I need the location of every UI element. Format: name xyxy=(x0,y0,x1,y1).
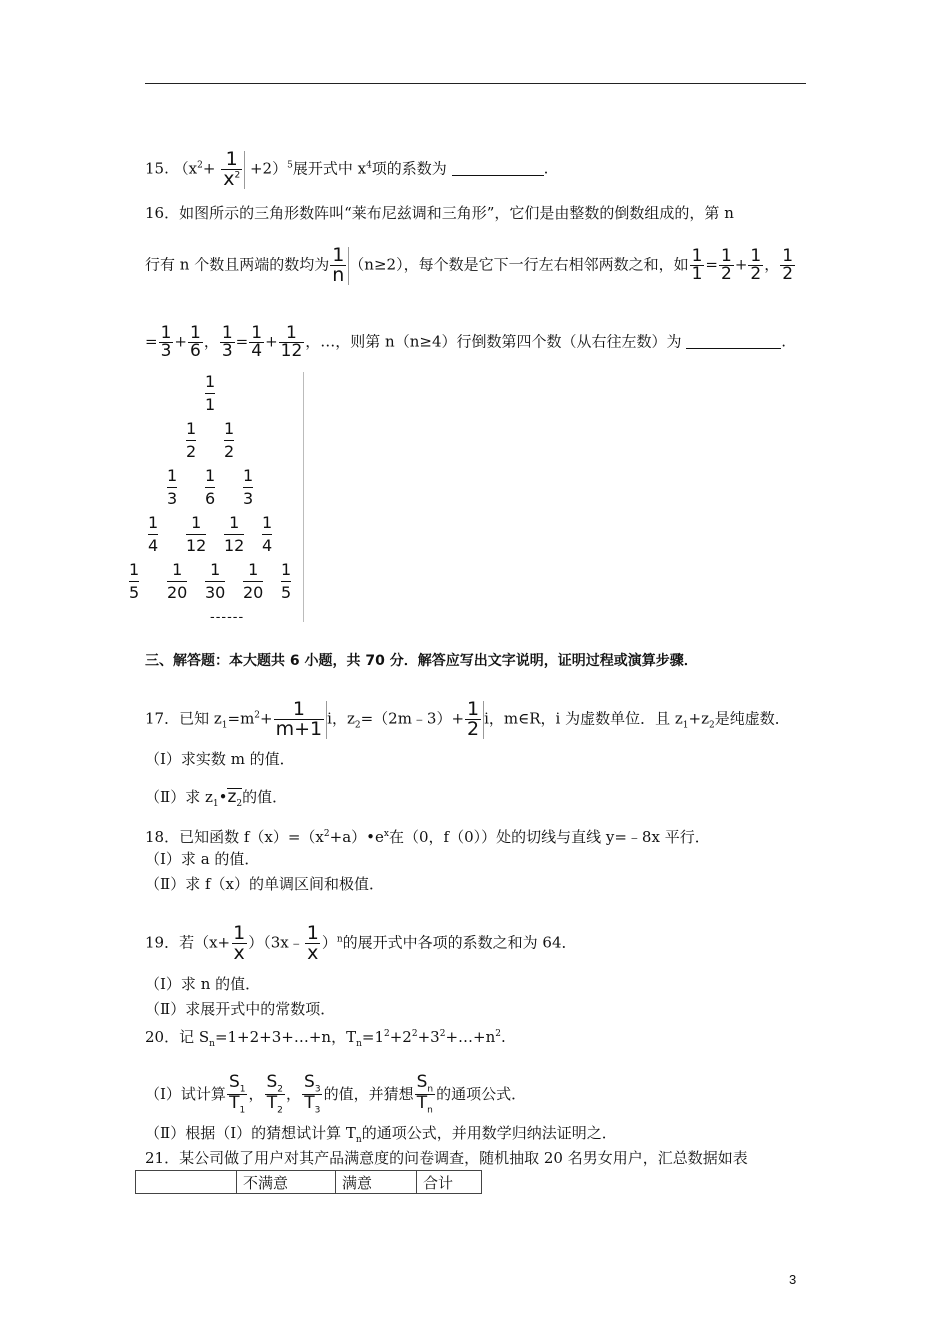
q17-part-1: （Ⅰ）求实数 m 的值． xyxy=(145,750,295,768)
q20-text: =1 xyxy=(361,1028,384,1046)
equals-sign: = xyxy=(145,332,158,351)
triangle-frac-num: 1 xyxy=(262,513,273,532)
subscript: 3 xyxy=(314,1105,321,1116)
q16-text: 16．如图所示的三角形数阵叫“莱布尼兹调和三角形”，它们是由整数的倒数组成的，第 n xyxy=(145,204,734,222)
subscript: n xyxy=(355,1135,362,1145)
q15-text: （x xyxy=(173,159,198,178)
table-header-cell: 满意 xyxy=(336,1171,417,1194)
comma: ， xyxy=(286,1084,302,1103)
triangle-frac-num: 1 xyxy=(186,419,197,438)
triangle-frac-den: 20 xyxy=(167,583,188,602)
conjugate-z: z xyxy=(227,787,237,807)
q18-text: +a）•e xyxy=(329,828,384,846)
subscript: 2 xyxy=(236,799,243,809)
q18-text: 18．已知函数 f（x）=（x xyxy=(145,828,324,846)
subscript: 2 xyxy=(277,1105,283,1116)
answer-blank xyxy=(452,161,544,176)
equals-sign: = xyxy=(705,255,718,274)
frac-den: 4 xyxy=(251,341,263,361)
triangle-frac-den: 30 xyxy=(205,583,226,602)
frac-den: 2 xyxy=(467,718,480,740)
triangle-frac-den: 20 xyxy=(243,583,264,602)
triangle-frac-num: 1 xyxy=(229,513,240,532)
subscript: 3 xyxy=(314,1084,321,1095)
table-header-cell: 不满意 xyxy=(237,1171,336,1194)
frac-den: 2 xyxy=(720,264,732,284)
plus-sign: + xyxy=(260,709,273,728)
q19-text: 19．若（x+ xyxy=(145,933,231,952)
frac-num xyxy=(227,1074,248,1094)
q20-text: +…+n xyxy=(445,1028,496,1046)
superscript: 2 xyxy=(323,829,330,839)
frac-den xyxy=(302,1094,322,1115)
frac-num xyxy=(302,1074,323,1094)
q18-text: 在（0，f（0））处的切线与直线 y=﹣8x 平行． xyxy=(388,828,710,846)
frac-num: 1 xyxy=(160,323,172,343)
answer-blank xyxy=(686,334,781,349)
fraction xyxy=(279,325,305,360)
subscript: 1 xyxy=(239,1084,246,1095)
triangle-fraction xyxy=(243,468,253,507)
frac-den: 1 xyxy=(691,264,703,284)
subscript: 1 xyxy=(221,720,228,731)
frac-num: 1 xyxy=(286,323,297,343)
page-number: 3 xyxy=(789,1272,797,1287)
triangle-frac-den: 2 xyxy=(224,442,235,461)
q19-text: ）（3x﹣ xyxy=(248,933,304,952)
comma: ， xyxy=(248,1084,264,1103)
q20-text: 20．记 S xyxy=(145,1028,210,1046)
frac-den: 2 xyxy=(782,264,794,284)
superscript: 2 xyxy=(384,1029,390,1039)
triangle-fraction xyxy=(129,562,139,601)
table-header-cell: 合计 xyxy=(417,1171,482,1194)
triangle-frac-num: 1 xyxy=(148,513,159,532)
fraction xyxy=(719,248,734,283)
frac-num-letter: S xyxy=(228,1072,240,1092)
frac-den: x xyxy=(233,942,245,964)
triangle-frac-num: 1 xyxy=(243,466,254,485)
q20-text: （Ⅰ）试计算 xyxy=(145,1084,226,1103)
q19-text: 的展开式中各项的系数之和为 64． xyxy=(342,933,577,952)
subscript: n xyxy=(427,1084,434,1095)
q20-part-2 xyxy=(145,1123,617,1150)
q15-frac-den-base: x xyxy=(223,168,235,190)
triangle-frac-den: 5 xyxy=(129,583,140,602)
triangle-frac-num: 1 xyxy=(129,560,140,579)
q16-end: . xyxy=(781,332,787,351)
question-21: 21．某公司做了用户对其产品满意度的问卷调查，随机抽取 20 名男女用户，汇总数据如表 xyxy=(145,1149,748,1167)
q17-text: =m xyxy=(227,709,255,728)
frac-num: 1 xyxy=(750,246,762,266)
triangle-fraction xyxy=(205,468,215,507)
triangle-fraction xyxy=(281,562,291,601)
subscript: 1 xyxy=(239,1105,246,1116)
triangle-frac-num: 1 xyxy=(191,513,202,532)
q17-text: i，m∈R，i 为虚数单位．且 z xyxy=(484,709,683,728)
frac-num-letter: S xyxy=(416,1072,428,1092)
triangle-fraction xyxy=(186,515,206,554)
q17-text: =（2m﹣3）+ xyxy=(360,709,465,728)
fraction xyxy=(690,248,705,283)
fraction-1-n xyxy=(330,246,346,285)
triangle-frac-num: 1 xyxy=(205,466,216,485)
fraction-border xyxy=(244,151,245,189)
question-16-line3 xyxy=(145,325,786,360)
fraction-s1-t1 xyxy=(227,1074,248,1116)
fraction-1-2 xyxy=(465,700,481,739)
fraction-1-x xyxy=(231,924,247,963)
frac-num: 1 xyxy=(720,246,732,266)
q20-text: +3 xyxy=(417,1028,440,1046)
triangle-fraction xyxy=(224,421,234,460)
q20-text: +2 xyxy=(389,1028,412,1046)
q15-text3: 项的系数为 xyxy=(371,159,447,178)
triangle-fraction xyxy=(148,515,158,554)
frac-num: 1 xyxy=(306,922,319,944)
q15-exp: 2 xyxy=(197,160,203,171)
equals-sign: = xyxy=(235,332,249,351)
fraction xyxy=(159,325,174,360)
q17-text: i，z xyxy=(327,709,355,728)
triangle-frac-den: 12 xyxy=(186,536,207,555)
triangle-frac-den: 5 xyxy=(281,583,292,602)
triangle-frac-den: 4 xyxy=(262,536,273,555)
question-20 xyxy=(145,1024,506,1054)
frac-den: 12 xyxy=(280,341,303,361)
triangle-frac-num: 1 xyxy=(167,466,178,485)
question-17 xyxy=(145,700,790,739)
q17-text: 17．已知 z xyxy=(145,709,222,728)
fraction xyxy=(748,248,763,283)
question-16-line2 xyxy=(145,246,796,285)
frac-num: 1 xyxy=(251,323,263,343)
triangle-frac-num: 1 xyxy=(248,560,259,579)
triangle-fraction xyxy=(262,515,272,554)
table-row xyxy=(136,1171,482,1194)
q21-data-table xyxy=(135,1170,482,1194)
comma: ， xyxy=(203,332,219,351)
subscript: 2 xyxy=(709,720,715,731)
q15-text2: 展开式中 x xyxy=(292,159,367,178)
fraction-sn-tn xyxy=(415,1074,436,1116)
triangle-fraction xyxy=(167,562,187,601)
fraction xyxy=(249,325,264,360)
frac-num: 1 xyxy=(233,922,246,944)
q16-text: ，…，则第 n（n≥4）行倒数第四个数（从右往左数）为 xyxy=(305,332,682,351)
triangle-fraction xyxy=(186,421,196,460)
q15-plus: + xyxy=(202,159,216,178)
subscript: 2 xyxy=(277,1084,284,1095)
fraction-1-over-m-plus-1 xyxy=(274,700,325,739)
q20-text: 的通项公式． xyxy=(436,1084,527,1103)
q16-text: 行有 n 个数且两端的数均为 xyxy=(145,255,330,274)
frac-den: m+1 xyxy=(275,718,323,740)
frac-den: 3 xyxy=(160,341,172,361)
subscript: n xyxy=(356,1039,362,1049)
header-rule xyxy=(145,83,806,84)
frac-den xyxy=(265,1094,285,1115)
triangle-fraction xyxy=(205,562,225,601)
fraction xyxy=(220,325,235,360)
subscript: 1 xyxy=(682,720,689,731)
frac-num xyxy=(264,1074,285,1094)
q15-frac-num: 1 xyxy=(225,148,238,170)
question-18 xyxy=(145,824,710,847)
q15-frac-den xyxy=(221,169,242,189)
q18-part-2: （Ⅱ）求 f（x）的单调区间和极值． xyxy=(145,875,384,893)
triangle-frac-num: 1 xyxy=(210,560,221,579)
dot-operator: • xyxy=(218,788,228,806)
q17-text: 是纯虚数． xyxy=(714,709,790,728)
q15-tail: +2） xyxy=(249,159,288,178)
frac-num: 1 xyxy=(332,244,345,266)
superscript: 2 xyxy=(254,710,261,721)
comma: ， xyxy=(764,255,780,274)
q20-text: =1+2+3+…+n，T xyxy=(214,1028,357,1046)
triangle-fraction xyxy=(167,468,177,507)
q15-exp5: 5 xyxy=(287,160,293,171)
q20-text: 的值，并猜想 xyxy=(323,1084,414,1103)
frac-num: 1 xyxy=(691,246,703,266)
fraction-s3-t3 xyxy=(302,1074,323,1116)
frac-den xyxy=(415,1094,435,1115)
leibniz-triangle-figure xyxy=(129,372,304,622)
q19-part-2: （Ⅱ）求展开式中的常数项． xyxy=(145,1000,336,1018)
frac-den-letter: T xyxy=(229,1093,240,1114)
q15-end: . xyxy=(543,159,549,178)
superscript: x xyxy=(383,829,389,839)
frac-num: 1 xyxy=(782,246,794,266)
frac-num: 1 xyxy=(221,323,233,343)
q19-text: ） xyxy=(321,933,337,952)
triangle-frac-num: 1 xyxy=(205,372,216,391)
fraction-s2-t2 xyxy=(264,1074,285,1116)
frac-den: n xyxy=(332,264,345,286)
q20-text: . xyxy=(501,1028,506,1046)
plus-sign: + xyxy=(174,332,187,351)
frac-den-letter: T xyxy=(416,1093,428,1114)
triangle-fraction xyxy=(205,374,215,413)
superscript: 2 xyxy=(411,1029,418,1039)
triangle-frac-den: 3 xyxy=(243,489,254,508)
subscript: n xyxy=(209,1039,215,1049)
subscript: 1 xyxy=(212,799,219,809)
triangle-frac-den: 4 xyxy=(148,536,159,555)
fraction-1-x xyxy=(305,924,321,963)
superscript: n xyxy=(336,934,343,945)
triangle-ellipsis: ------ xyxy=(210,610,245,625)
frac-num-letter: S xyxy=(304,1072,315,1092)
q20-text: （Ⅱ）根据（Ⅰ）的猜想试计算 T xyxy=(145,1124,356,1142)
question-19 xyxy=(145,924,577,963)
q20-text: 的通项公式，并用数学归纳法证明之． xyxy=(361,1124,617,1142)
q17-text: +z xyxy=(688,709,709,728)
plus-sign: + xyxy=(734,255,748,274)
superscript: 2 xyxy=(439,1029,446,1039)
subscript: n xyxy=(427,1105,433,1116)
plus-sign: + xyxy=(265,332,278,351)
triangle-frac-num: 1 xyxy=(172,560,183,579)
triangle-frac-num: 1 xyxy=(224,419,235,438)
q15-fraction xyxy=(221,150,242,189)
frac-den: x xyxy=(307,942,319,964)
table-header-cell xyxy=(136,1171,237,1194)
q19-part-1: （Ⅰ）求 n 的值． xyxy=(145,975,261,993)
triangle-fraction xyxy=(224,515,244,554)
q17-text: 的值． xyxy=(242,788,288,806)
subscript: 2 xyxy=(354,720,361,731)
q15-frac-den-exp: 2 xyxy=(234,170,241,181)
frac-num xyxy=(415,1074,436,1094)
frac-num: 1 xyxy=(467,698,480,720)
q15-number: 15. xyxy=(145,159,169,178)
q15-exp4: 4 xyxy=(366,160,372,171)
frac-den: 6 xyxy=(189,341,201,361)
frac-num: 1 xyxy=(189,323,201,343)
frac-num: 1 xyxy=(292,698,305,720)
q16-text: （n≥2），每个数是它下一行左右相邻两数之和，如 xyxy=(349,255,689,274)
frac-den-letter: T xyxy=(266,1093,278,1114)
triangle-frac-den: 2 xyxy=(186,442,197,461)
section-3-heading: 三、解答题：本大题共 6 小题，共 70 分．解答应写出文字说明，证明过程或演算步骤． xyxy=(145,653,698,669)
frac-num-letter: S xyxy=(266,1072,278,1092)
fraction xyxy=(780,248,795,283)
triangle-frac-den: 3 xyxy=(167,489,178,508)
triangle-frac-den: 1 xyxy=(205,395,216,414)
superscript: 2 xyxy=(495,1029,501,1039)
triangle-fraction xyxy=(243,562,263,601)
conjugate-z2 xyxy=(227,788,242,809)
triangle-frac-den: 12 xyxy=(224,536,245,555)
question-15 xyxy=(145,150,548,189)
frac-den: 3 xyxy=(221,341,233,361)
q18-part-1: （Ⅰ）求 a 的值． xyxy=(145,850,260,868)
q20-part-1 xyxy=(145,1074,526,1116)
fraction xyxy=(188,325,203,360)
q17-part-2 xyxy=(145,787,287,814)
triangle-frac-num: 1 xyxy=(281,560,292,579)
frac-den-letter: T xyxy=(304,1093,315,1114)
frac-den: 2 xyxy=(750,264,762,284)
question-16-line1 xyxy=(145,203,734,223)
frac-den xyxy=(227,1094,247,1115)
q17-text: （Ⅱ）求 z xyxy=(145,788,213,806)
triangle-frac-den: 6 xyxy=(205,489,216,508)
